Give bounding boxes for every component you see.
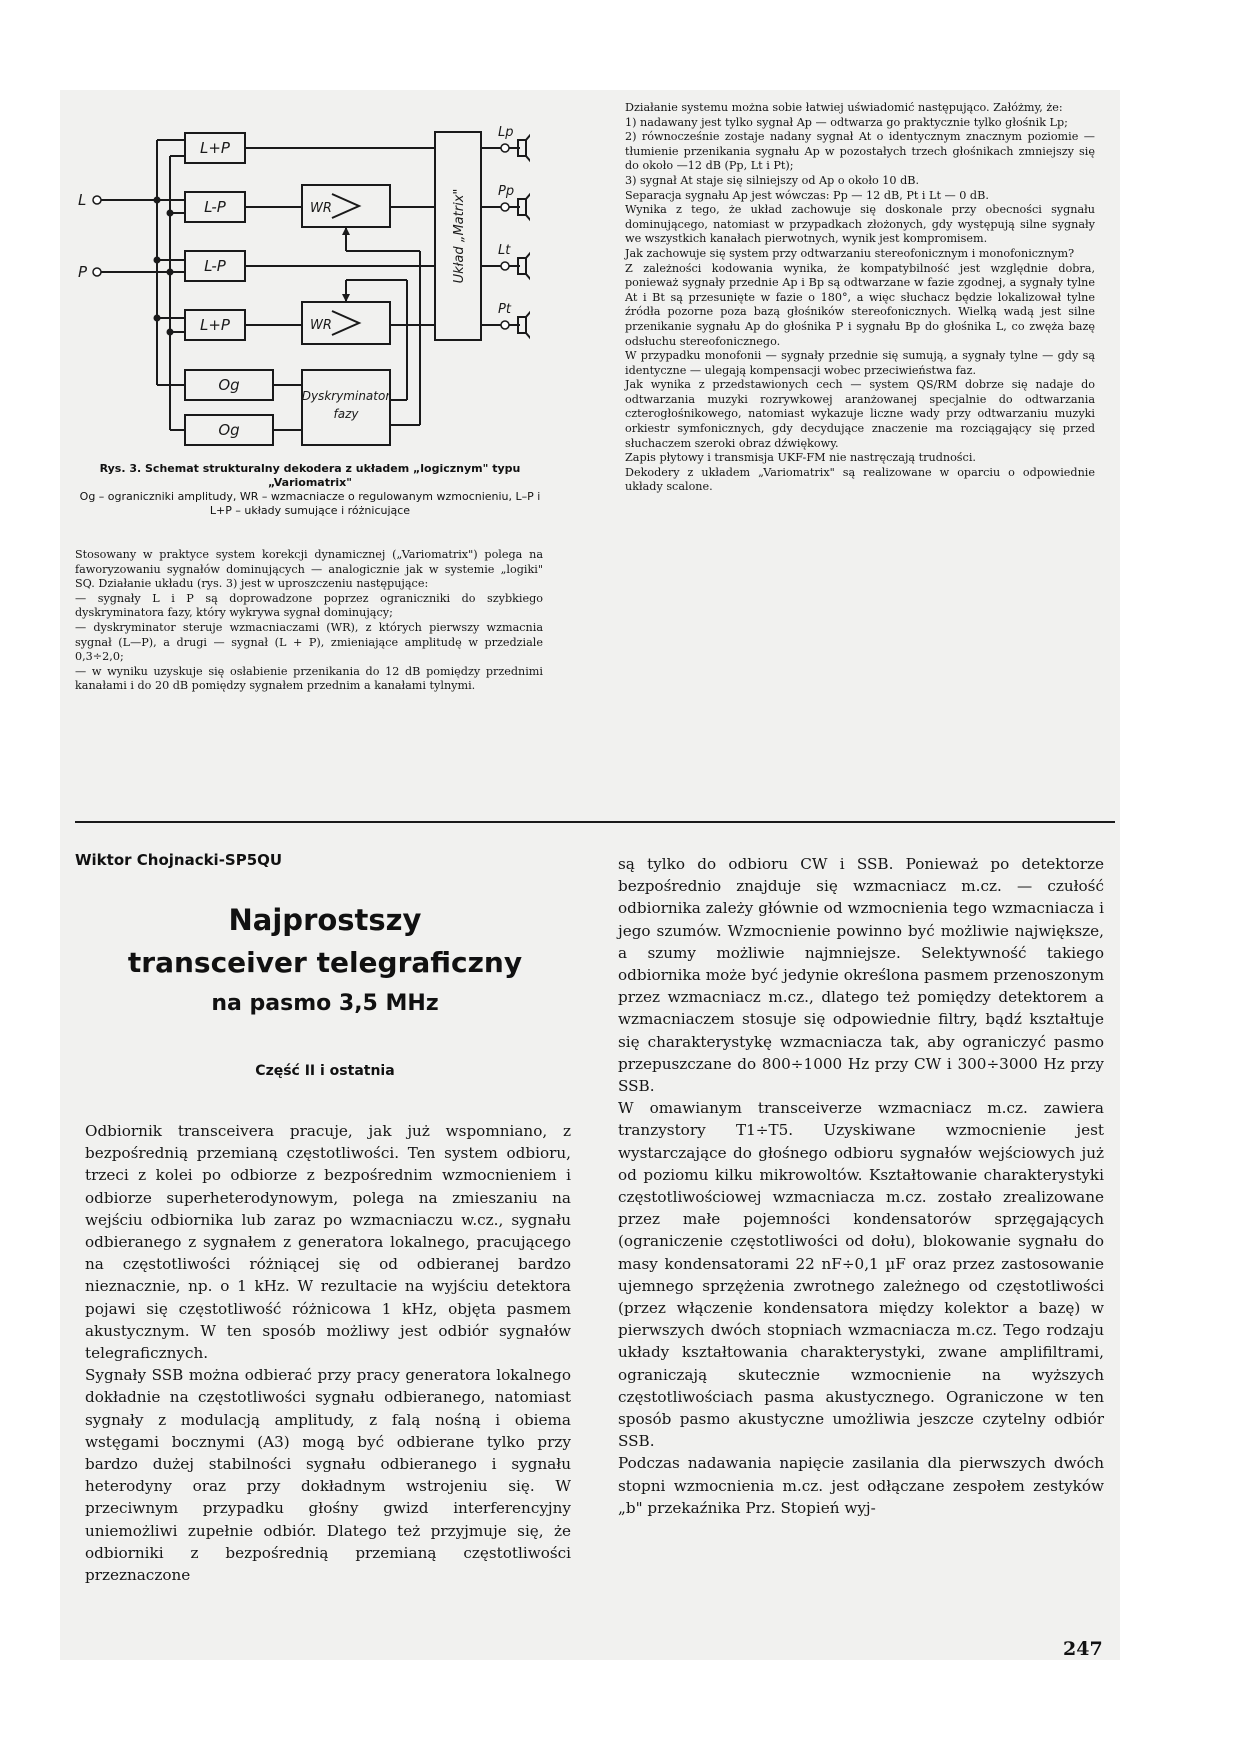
output-label-pp: Pp: [498, 184, 515, 199]
upper-right-text-column: [625, 101, 1095, 495]
paragraph: W omawianym transceiverze wzmacniacz m.cz. zawiera tranzystory T1÷T5. Uzyskiwane wzmocnienie jest wystarczające do głośnego odbioru sygnałów wejściowych już od poziomu kilku mikrowoltów. Kształtowanie charakterystyki częstotliwościowej wzmacniacza m.cz. zostało zrealizowane przez małe pojemności kondensatorów sprzęgających (ograniczenie częstotliwości od dołu), blokowanie sygnału do masy kondensatorami 22 nF÷0,1 µF oraz przez zastosowanie ujemnego sprzężenia zwrotnego zależnego od częstotliwości (przez włączenie kondensatora między kolektor a bazę) w pierwszych dwóch stopniach wzmacniacza m.cz. Tego rodzaju układy kształtowania charakterystyki, zwane amplifiltrami, ograniczają skutecznie wzmocnienie na wyższych częstotliwościach pasma akustycznego. Ograniczone w ten sposób pasmo akustyczne umożliwia jeszcze czytelny odbiór SSB.: [618, 1099, 1104, 1451]
block-discriminator-line2: fazy: [333, 407, 359, 421]
list-item: 3) sygnał At staje się silniejszy od Ap o około 10 dB.: [625, 173, 920, 187]
article-title-line2: transceiver telegraficzny: [127, 946, 523, 979]
block-amp-1: WR: [310, 201, 332, 216]
article-left-column: [85, 1120, 571, 1586]
upper-left-text-column: [75, 548, 543, 694]
article-author: Wiktor Chojnacki-SP5QU: [75, 851, 283, 869]
article-right-column: [618, 853, 1104, 1519]
paragraph: Zapis płytowy i transmisja UKF-FM nie nastręczają trudności.: [625, 451, 976, 465]
list-item: — w wyniku uzyskuje się osłabienie przenikania do 12 dB pomiędzy przednimi kanałami i do 20 dB pomiędzy sygnałem przednim a kanałami tylnymi.: [75, 664, 543, 693]
list-item: 1) nadawany jest tylko sygnał Ap — odtwarza go praktycznie tylko głośnik Lp;: [625, 115, 1068, 129]
paragraph: Jak wynika z przedstawionych cech — system QS/RM dobrze się nadaje do odtwarzania muzyki rozrywkowej aranżowanej specjalnie do odtwarzania czterogłośnikowego, natomiast wykazuje liczne wady przy odtwarzaniu muzyki orkiestr symfonicznych, gdy decydujące znaczenie ma rozciągający się przed słuchaczem szeroki obraz dźwiękowy.: [625, 378, 1095, 450]
block-matrix: Układ „Matrix": [452, 188, 467, 284]
article-subtitle: Część II i ostatnia: [255, 1063, 395, 1079]
list-item: — dyskryminator steruje wzmacniaczami (WR), z których pierwszy wzmacnia sygnał (L—P), a drugi — sygnał (L + P), zmieniające amplitudę w przedziale 0,3÷2,0;: [75, 620, 543, 664]
block-sum-top: L+P: [200, 139, 230, 157]
input-label-right: P: [78, 263, 88, 281]
output-label-lt: Lt: [498, 243, 511, 258]
paragraph: Odbiornik transceivera pracuje, jak już wspomniano, z bezpośrednią przemianą częstotliwości. Ten system odbioru, trzeci z kolei po odbiorze z bezpośrednim wzmocnieniem i odbiorze superheterodynowym, polega na zmieszaniu na wejściu odbiornika lub zaraz po wzmacniaczu w.cz., sygnału odbieranego z sygnałem z generatora lokalnego, pracującego na częstotliwości różniącej się od odbieranej bardzo nieznacznie, np. o 1 kHz. W rezultacie na wyjściu detektora pojawi się częstotliwość różnicowa 1 kHz, objęta pasmem akustycznym. W ten sposób możliwy jest odbiór sygnałów telegraficznych.: [85, 1122, 571, 1363]
paragraph: są tylko do odbioru CW i SSB. Ponieważ po detektorze bezpośrednio znajduje się wzmacniacz m.cz. — czułość odbiornika zależy głównie od wzmocnienia tego wzmacniacza i jego szumów. Wzmocnienie powinno być możliwie największe, a szumy możliwie najmniejsze. Selektywność takiego odbiornika może być jedynie określona pasmem przenoszonym przez wzmacniacz m.cz., dlatego też pomiędzy detektorem a wzmacniaczem stosuje się odpowiednie filtry, bądź kształtuje się charakterystykę wzmacniacza tak, aby ograniczyć pasmo przepuszczane do 800÷1000 Hz przy CW i 300÷3000 Hz przy SSB.: [618, 855, 1104, 1096]
article-title-line1: Najprostszy: [228, 903, 422, 937]
block-diff-1: L-P: [204, 198, 226, 216]
page-number: 247: [1063, 1638, 1103, 1660]
section-divider: [75, 821, 1115, 823]
block-limiter-2: Og: [218, 421, 240, 439]
block-diagram-figure: [70, 100, 530, 470]
paragraph: Wynika z tego, że układ zachowuje się doskonale przy obecności sygnału dominującego, natomiast w przypadkach złożonych, gdy występują silne sygnały we wszystkich kanałach pierwotnych, wynik jest kompromisem.: [625, 203, 1095, 246]
figure-caption-legend: Og – ograniczniki amplitudy, WR – wzmacniacze o regulowanym wzmocnieniu, L–P i L+P – układy sumujące i różnicujące: [79, 490, 541, 517]
block-discriminator-line1: Dyskryminator: [301, 389, 391, 403]
article-title: [75, 898, 575, 1024]
block-limiter-1: Og: [218, 376, 240, 394]
output-label-pt: Pt: [498, 302, 511, 317]
paragraph: Dekodery z układem „Variomatrix" są realizowane w oparciu o odpowiednie układy scalone.: [625, 465, 1095, 494]
paragraph: Separacja sygnału Ap jest wówczas: Pp — 12 dB, Pt i Lt — 0 dB.: [625, 188, 989, 202]
input-label-left: L: [78, 191, 87, 209]
block-diff-2: L-P: [204, 257, 226, 275]
output-label-lp: Lp: [498, 125, 514, 140]
list-item: — sygnały L i P są doprowadzone poprzez ograniczniki do szybkiego dyskryminatora fazy, który wykrywa sygnał dominujący;: [75, 591, 543, 620]
block-sum-bottom: L+P: [200, 316, 230, 334]
figure-caption-title: Rys. 3. Schemat strukturalny dekodera z układem „logicznym" typu „Variomatrix": [99, 462, 521, 489]
block-amp-2: WR: [310, 318, 332, 333]
list-item: 2) równocześnie zostaje nadany sygnał At o identycznym znacznym poziomie — tłumienie przenikania sygnału Ap w pozostałych trzech głośnikach zmniejszy się do około —12 dB (Pp, Lt i Pt);: [625, 130, 1095, 173]
paragraph: Z zależności kodowania wynika, że kompatybilność jest względnie dobra, ponieważ sygnały przednie Ap i Bp są odtwarzane w fazie zgodnej, a sygnały tylne At i Bt są przesunięte w fazie o 180°, a więc słuchacz będzie lokalizował tylne źródła pozorne poza bazą głośników stereofonicznych. Wielką wadą jest silne przenikanie sygnału Ap do głośnika P i sygnału Bp do głośnika L, co zwęża bazę odsłuchu stereofonicznego.: [625, 261, 1095, 348]
paragraph: W przypadku monofonii — sygnały przednie się sumują, a sygnały tylne — gdy są identyczne — ulegają kompensacji wobec przeciwieństwa faz.: [625, 349, 1095, 377]
article-title-line3: na pasmo 3,5 MHz: [211, 991, 439, 1016]
paragraph: Działanie systemu można sobie łatwiej uświadomić następująco. Załóżmy, że:: [625, 101, 1063, 114]
paragraph: Sygnały SSB można odbierać przy pracy generatora lokalnego dokładnie na częstotliwości sygnału odbieranego, natomiast sygnały z modulacją amplitudy, z falą nośną i obiema wstęgami bocznymi (A3) mogą być odbierane tylko przy bardzo dużej stabilności sygnału odbieranego i sygnału heterodyny oraz przy dokładnym wstrojeniu się. W przeciwnym przypadku głośny gwizd interferencyjny uniemożliwi zupełnie odbiór. Dlatego też przyjmuje się, że odbiorniki z bezpośrednią przemianą częstotliwości przeznaczone: [85, 1366, 571, 1585]
paragraph: Jak zachowuje się system przy odtwarzaniu stereofonicznym i monofonicznym?: [625, 246, 1075, 260]
paragraph: Podczas nadawania napięcie zasilania dla pierwszych dwóch stopni wzmocnienia m.cz. jest odłączane zespołem zestyków „b" przekaźnika Prz. Stopień wyj-: [618, 1454, 1104, 1517]
loudspeaker-icons: [518, 133, 530, 340]
figure-caption: [75, 462, 545, 518]
paragraph: Stosowany w praktyce system korekcji dynamicznej („Variomatrix") polega na faworyzowaniu sygnałów dominujących — analogicznie jak w systemie „logiki" SQ. Działanie układu (rys. 3) jest w uproszczeniu następujące:: [75, 548, 543, 591]
